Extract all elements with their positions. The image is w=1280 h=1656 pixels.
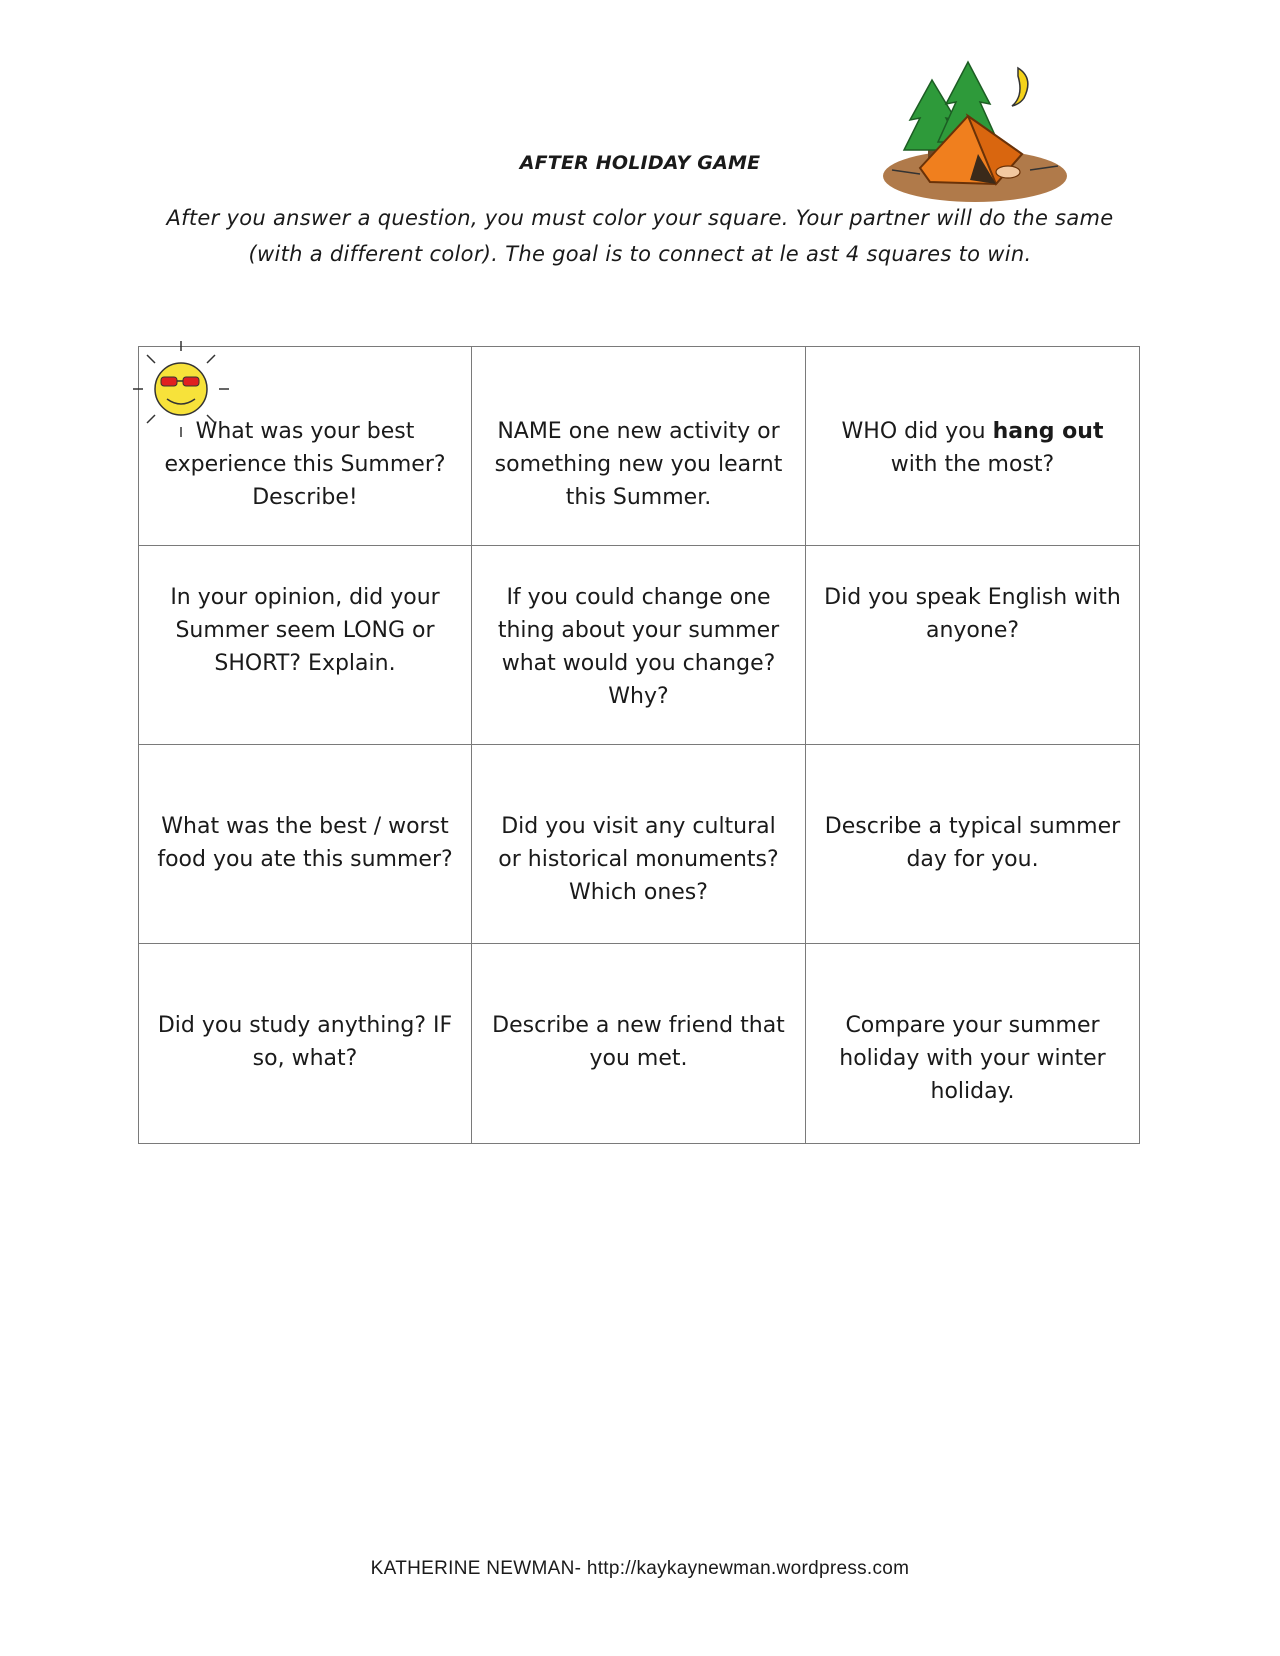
question-text: Did you visit any cultural or historical monuments? Which ones? <box>498 814 779 905</box>
moon-icon <box>1012 68 1028 106</box>
question-text-bold: hang out <box>992 419 1104 444</box>
game-instructions: After you answer a question, you must color your square. Your partner will do the same (with a different color). The goal is to connect at le ast 4 squares to win. <box>166 206 1114 266</box>
question-square[interactable] <box>472 745 806 944</box>
sun-with-sunglasses-icon <box>133 341 229 437</box>
question-text: Describe a new friend that you met. <box>492 1013 785 1071</box>
question-square[interactable] <box>806 546 1139 745</box>
question-square[interactable] <box>472 546 806 745</box>
question-text: NAME one new activity or something new you learnt this Summer. <box>494 419 783 510</box>
question-square[interactable] <box>806 745 1139 944</box>
question-text: If you could change one thing about your summer what would you change? Why? <box>497 585 780 709</box>
question-text: Did you speak English with anyone? <box>824 585 1121 643</box>
question-square[interactable] <box>139 745 472 944</box>
question-text: Describe a typical summer day for you. <box>824 814 1121 872</box>
author-credit: KATHERINE NEWMAN- http://kaykaynewman.wordpress.com <box>370 1558 910 1579</box>
question-text: In your opinion, did your Summer seem LONG or SHORT? Explain. <box>170 585 440 676</box>
question-square[interactable] <box>139 944 472 1143</box>
question-square[interactable] <box>139 347 472 546</box>
page-title: AFTER HOLIDAY GAME <box>519 152 761 174</box>
question-text: Compare your summer holiday with your winter holiday. <box>839 1013 1106 1104</box>
question-square[interactable] <box>472 944 806 1143</box>
question-square[interactable] <box>139 546 472 745</box>
question-text: Did you study anything? IF so, what? <box>157 1013 453 1071</box>
question-square[interactable] <box>806 944 1139 1143</box>
question-square[interactable] <box>806 347 1139 546</box>
question-square[interactable] <box>472 347 806 546</box>
question-grid <box>138 346 1140 1144</box>
question-text: What was your best experience this Summer? Describe! <box>164 419 446 510</box>
camping-tent-illustration <box>880 58 1070 206</box>
camper-legs-icon <box>996 166 1020 178</box>
question-text: What was the best / worst food you ate this summer? <box>157 814 453 872</box>
question-text-end: with the most? <box>890 452 1055 477</box>
question-text-start: WHO did you <box>841 419 993 444</box>
